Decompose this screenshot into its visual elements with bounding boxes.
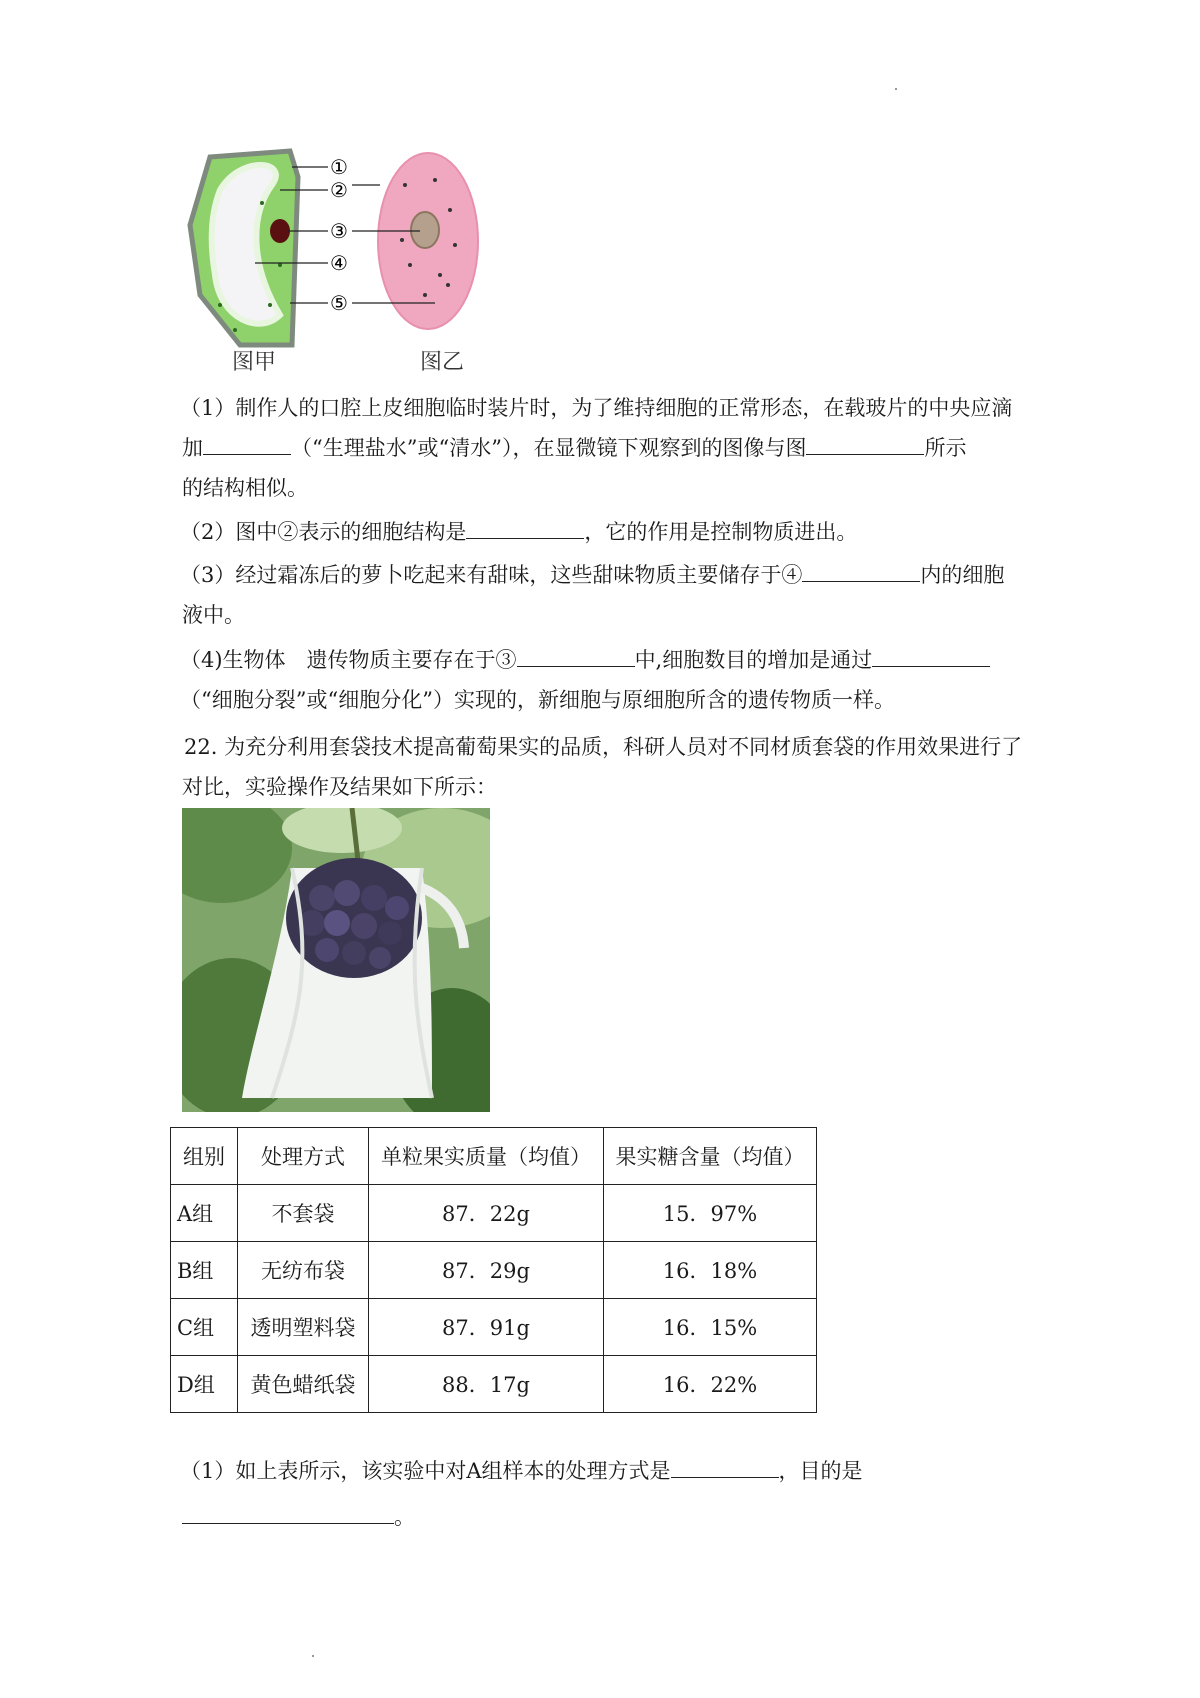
answer-blank[interactable] [517, 642, 635, 667]
q21-text: 液中。 [182, 603, 245, 627]
table-header: 果实糖含量（均值） [604, 1128, 817, 1185]
answer-blank[interactable] [802, 557, 920, 582]
answer-blank[interactable] [203, 430, 291, 455]
q21-text: ，它的作用是控制物质进出。 [584, 520, 858, 544]
table-header: 单粒果实质量（均值） [369, 1128, 604, 1185]
q22-part1-line1 [180, 1451, 1025, 1491]
q21-part1-line2 [182, 428, 1027, 468]
table-cell: 16．15% [604, 1299, 817, 1356]
cell-diagram [180, 145, 540, 375]
caption-figure-b: 图乙 [420, 350, 465, 375]
q22-part1-line2 [182, 1497, 1027, 1537]
table-cell: A组 [171, 1185, 238, 1242]
table-cell: C组 [171, 1299, 238, 1356]
q21-text: （3）经过霜冻后的萝卜吃起来有甜味，这些甜味物质主要储存于④ [180, 563, 803, 587]
table-cell: 15．97% [604, 1185, 817, 1242]
table-row [171, 1242, 817, 1299]
q21-text: （1）制作人的口腔上皮细胞临时装片时，为了维持细胞的正常形态，在载玻片的中央应滴 [180, 396, 1013, 420]
table-cell: D组 [171, 1356, 238, 1413]
table-header: 处理方式 [238, 1128, 369, 1185]
q21-text: 加 [182, 436, 203, 460]
table-cell: 透明塑料袋 [238, 1299, 369, 1356]
q22-intro-line2 [182, 767, 1027, 807]
table-cell: 黄色蜡纸袋 [238, 1356, 369, 1413]
q22-intro-line1 [184, 727, 1029, 767]
scan-speck [312, 1655, 314, 1657]
table-row [171, 1356, 817, 1413]
label-3: ③ [330, 219, 348, 243]
table-cell: 88．17g [369, 1356, 604, 1413]
table-cell: 无纺布袋 [238, 1242, 369, 1299]
q21-part1-line3 [182, 468, 1027, 508]
results-table [170, 1127, 817, 1413]
answer-blank[interactable] [806, 430, 924, 455]
q21-part1-line1 [180, 388, 1025, 428]
animal-cell-nucleus [411, 212, 439, 248]
label-2: ② [330, 178, 348, 202]
label-4: ④ [330, 251, 348, 275]
q22-text: 22. 为充分利用套袋技术提高葡萄果实的品质，科研人员对不同材质套袋的作用效果进行了 [184, 735, 1023, 759]
q21-part4-line1 [180, 640, 1025, 680]
q22-text: 对比，实验操作及结果如下所示： [182, 775, 497, 799]
q21-part3-line1 [180, 555, 1025, 595]
q21-text: （4)生物体 遗传物质主要存在于③ [180, 648, 517, 672]
plant-cell-nucleus [270, 219, 290, 243]
q21-text: 所示 [924, 436, 967, 460]
q21-text: （“细胞分裂”或“细胞分化”）实现的，新细胞与原细胞所含的遗传物质一样。 [180, 688, 895, 712]
table-cell: B组 [171, 1242, 238, 1299]
label-5: ⑤ [330, 291, 348, 315]
q21-text: 的结构相似。 [182, 476, 308, 500]
answer-blank[interactable] [671, 1453, 779, 1478]
table-row [171, 1185, 817, 1242]
caption-figure-a: 图甲 [232, 350, 277, 375]
q21-text: 内的细胞 [920, 563, 1005, 587]
label-1: ① [330, 155, 348, 179]
scan-speck [895, 88, 897, 90]
q22-text: （1）如上表所示，该实验中对A组样本的处理方式是 [180, 1459, 671, 1483]
q21-part3-line2 [182, 595, 1027, 635]
q22-text: 。 [394, 1505, 415, 1529]
table-cell: 87．22g [369, 1185, 604, 1242]
answer-blank[interactable] [872, 642, 990, 667]
table-header-row [171, 1128, 817, 1185]
q21-part2 [180, 512, 1025, 552]
table-cell: 16．18% [604, 1242, 817, 1299]
table-cell: 87．29g [369, 1242, 604, 1299]
table-row [171, 1299, 817, 1356]
table-cell: 16．22% [604, 1356, 817, 1413]
answer-blank[interactable] [466, 514, 584, 539]
grape-bag-photo [182, 808, 490, 1112]
q21-text: 中,细胞数目的增加是通过 [634, 648, 873, 672]
q21-part4-line2 [180, 680, 1025, 720]
table-cell: 不套袋 [238, 1185, 369, 1242]
table-cell: 87．91g [369, 1299, 604, 1356]
table-header: 组别 [171, 1128, 238, 1185]
answer-blank[interactable] [182, 1499, 394, 1524]
q21-text: （“生理盐水”或“清水”），在显微镜下观察到的图像与图 [291, 436, 807, 460]
q22-text: ，目的是 [778, 1459, 863, 1483]
q21-text: （2）图中②表示的细胞结构是 [180, 520, 467, 544]
